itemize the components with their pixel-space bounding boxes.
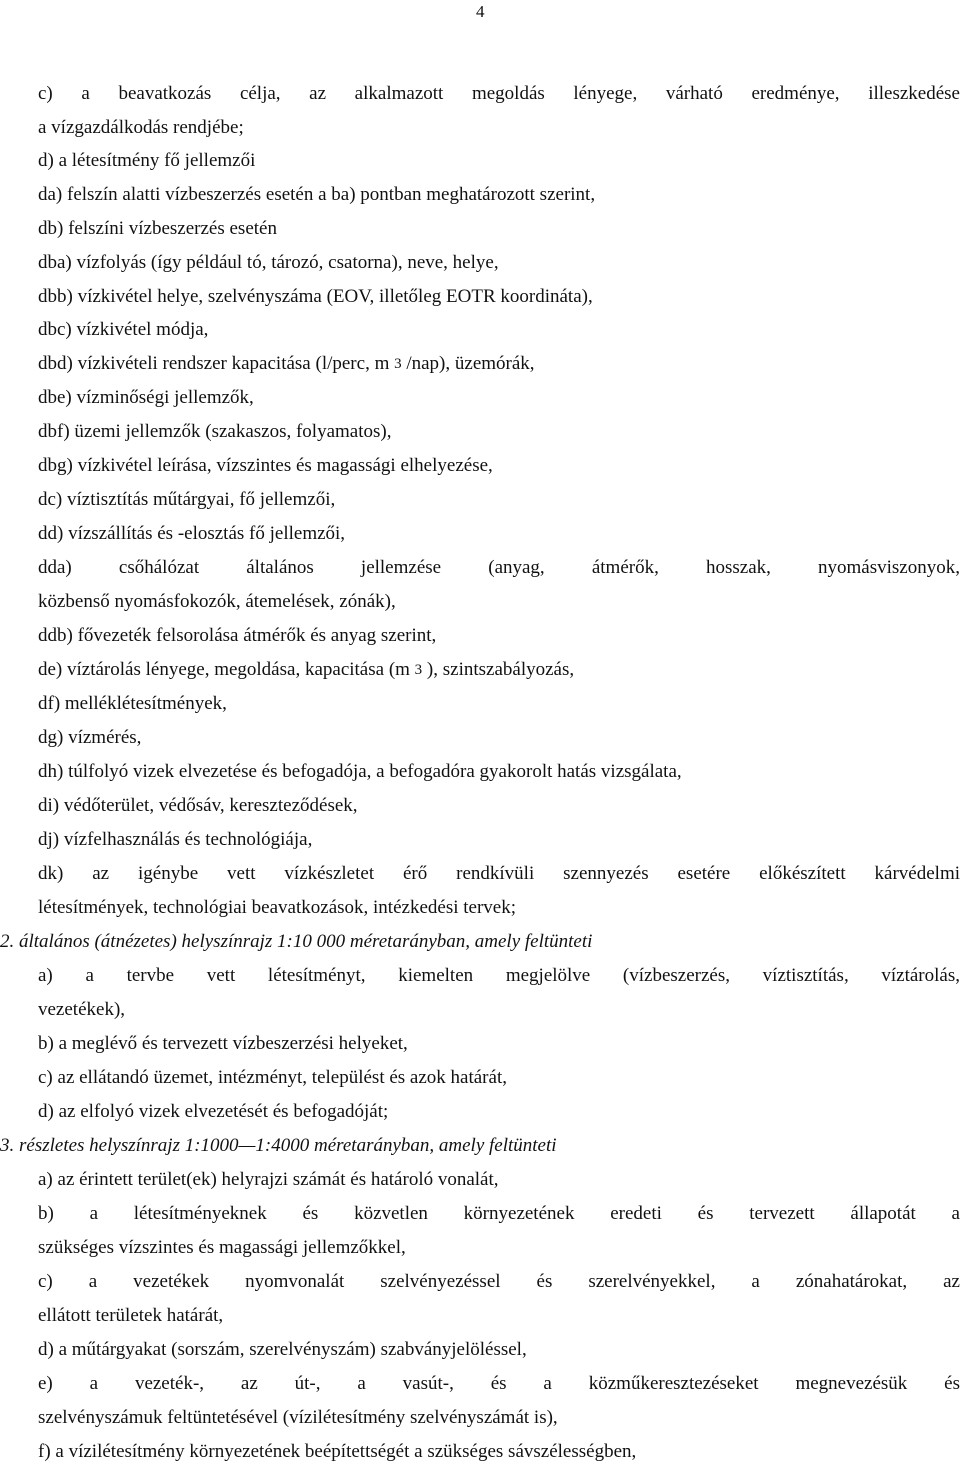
text-line: ellátott területek határát, bbox=[38, 1305, 224, 1326]
text-segment: /nap), üzemórák, bbox=[401, 353, 535, 374]
superscript: 3 bbox=[414, 662, 423, 678]
text-line: dbc) vízkivétel módja, bbox=[38, 319, 209, 340]
text-line: d) a létesítmény fő jellemzői bbox=[38, 150, 256, 171]
text-line: dj) vízfelhasználás és technológiája, bbox=[38, 829, 313, 850]
text-line: dbf) üzemi jellemzők (szakaszos, folyamatos), bbox=[38, 421, 392, 442]
text-line: dg) vízmérés, bbox=[38, 727, 142, 748]
text-line: d) az elfolyó vizek elvezetését és befogadóját; bbox=[38, 1101, 389, 1122]
text-line bbox=[38, 353, 535, 376]
text-line: szükséges vízszintes és magassági jellemzőkkel, bbox=[38, 1237, 406, 1258]
text-line: dc) víztisztítás műtárgyai, fő jellemzői, bbox=[38, 489, 336, 510]
text-line: a) a tervbe vett létesítményt, kiemelten megjelölve (vízbeszerzés, víztisztítás, víztárolás, bbox=[38, 965, 960, 986]
text-line: db) felszíni vízbeszerzés esetén bbox=[38, 218, 277, 239]
text-line: dba) vízfolyás (így például tó, tározó, csatorna), neve, helye, bbox=[38, 252, 499, 273]
superscript: 3 bbox=[394, 356, 402, 372]
text-segment: de) víztárolás lényege, megoldása, kapacitása (m bbox=[38, 659, 415, 680]
text-line: dd) vízszállítás és -elosztás fő jellemzői, bbox=[38, 523, 346, 544]
text-line: a) az érintett terület(ek) helyrajzi számát és határoló vonalát, bbox=[38, 1169, 499, 1190]
text-line: dbe) vízminőségi jellemzők, bbox=[38, 387, 254, 408]
text-segment: dbd) vízkivételi rendszer kapacitása (l/perc, m bbox=[38, 353, 395, 374]
section-heading: 2. általános (átnézetes) helyszínrajz 1:10 000 méretarányban, amely feltünteti bbox=[0, 931, 593, 952]
text-line: c) a beavatkozás célja, az alkalmazott megoldás lényege, várható eredménye, illeszkedése bbox=[38, 83, 960, 104]
text-line: e) a vezeték-, az út-, a vasút-, és a közműkeresztezéseket megnevezésük és bbox=[38, 1373, 960, 1394]
text-line: dbb) vízkivétel helye, szelvényszáma (EOV, illetőleg EOTR koordináta), bbox=[38, 286, 593, 307]
text-line: c) az ellátandó üzemet, intézményt, települést és azok határát, bbox=[38, 1067, 507, 1088]
text-line: b) a létesítményeknek és közvetlen környezetének eredeti és tervezett állapotát a bbox=[38, 1203, 960, 1224]
section-heading: 3. részletes helyszínrajz 1:1000—1:4000 méretarányban, amely feltünteti bbox=[0, 1135, 557, 1156]
text-line: b) a meglévő és tervezett vízbeszerzési helyeket, bbox=[38, 1033, 408, 1054]
text-line: létesítmények, technológiai beavatkozások, intézkedési tervek; bbox=[38, 897, 516, 918]
text-line: c) a vezetékek nyomvonalát szelvényezéssel és szerelvényekkel, a zónahatárokat, az bbox=[38, 1271, 960, 1292]
text-line: a vízgazdálkodás rendjébe; bbox=[38, 117, 244, 138]
text-line: di) védőterület, védősáv, kereszteződések, bbox=[38, 795, 358, 816]
text-segment: ), szintszabályozás, bbox=[422, 659, 575, 680]
text-line: dk) az igénybe vett vízkészletet érő rendkívüli szennyezés esetére előkészített kárvédelmi bbox=[38, 863, 960, 884]
text-line: ddb) fővezeték felsorolása átmérők és anyag szerint, bbox=[38, 625, 437, 646]
page-number: 4 bbox=[476, 2, 485, 21]
text-line: da) felszín alatti vízbeszerzés esetén a ba) pontban meghatározott szerint, bbox=[38, 184, 596, 205]
text-line: dh) túlfolyó vizek elvezetése és befogadója, a befogadóra gyakorolt hatás vizsgálata, bbox=[38, 761, 682, 782]
text-line: d) a műtárgyakat (sorszám, szerelvényszám) szabványjelöléssel, bbox=[38, 1339, 527, 1360]
text-line: df) melléklétesítmények, bbox=[38, 693, 227, 714]
text-line: szelvényszámuk feltüntetésével (vízilétesítmény szelvényszámát is), bbox=[38, 1407, 558, 1428]
text-line: dda) csőhálózat általános jellemzése (anyag, átmérők, hosszak, nyomásviszonyok, bbox=[38, 557, 960, 578]
text-line: dbg) vízkivétel leírása, vízszintes és magassági elhelyezése, bbox=[38, 455, 493, 476]
text-line: vezetékek), bbox=[38, 999, 126, 1020]
text-line bbox=[38, 659, 574, 682]
text-line: f) a vízilétesítmény környezetének beépítettségét a szükséges sávszélességben, bbox=[38, 1441, 637, 1462]
text-line: közbenső nyomásfokozók, átemelések, zónák), bbox=[38, 591, 396, 612]
